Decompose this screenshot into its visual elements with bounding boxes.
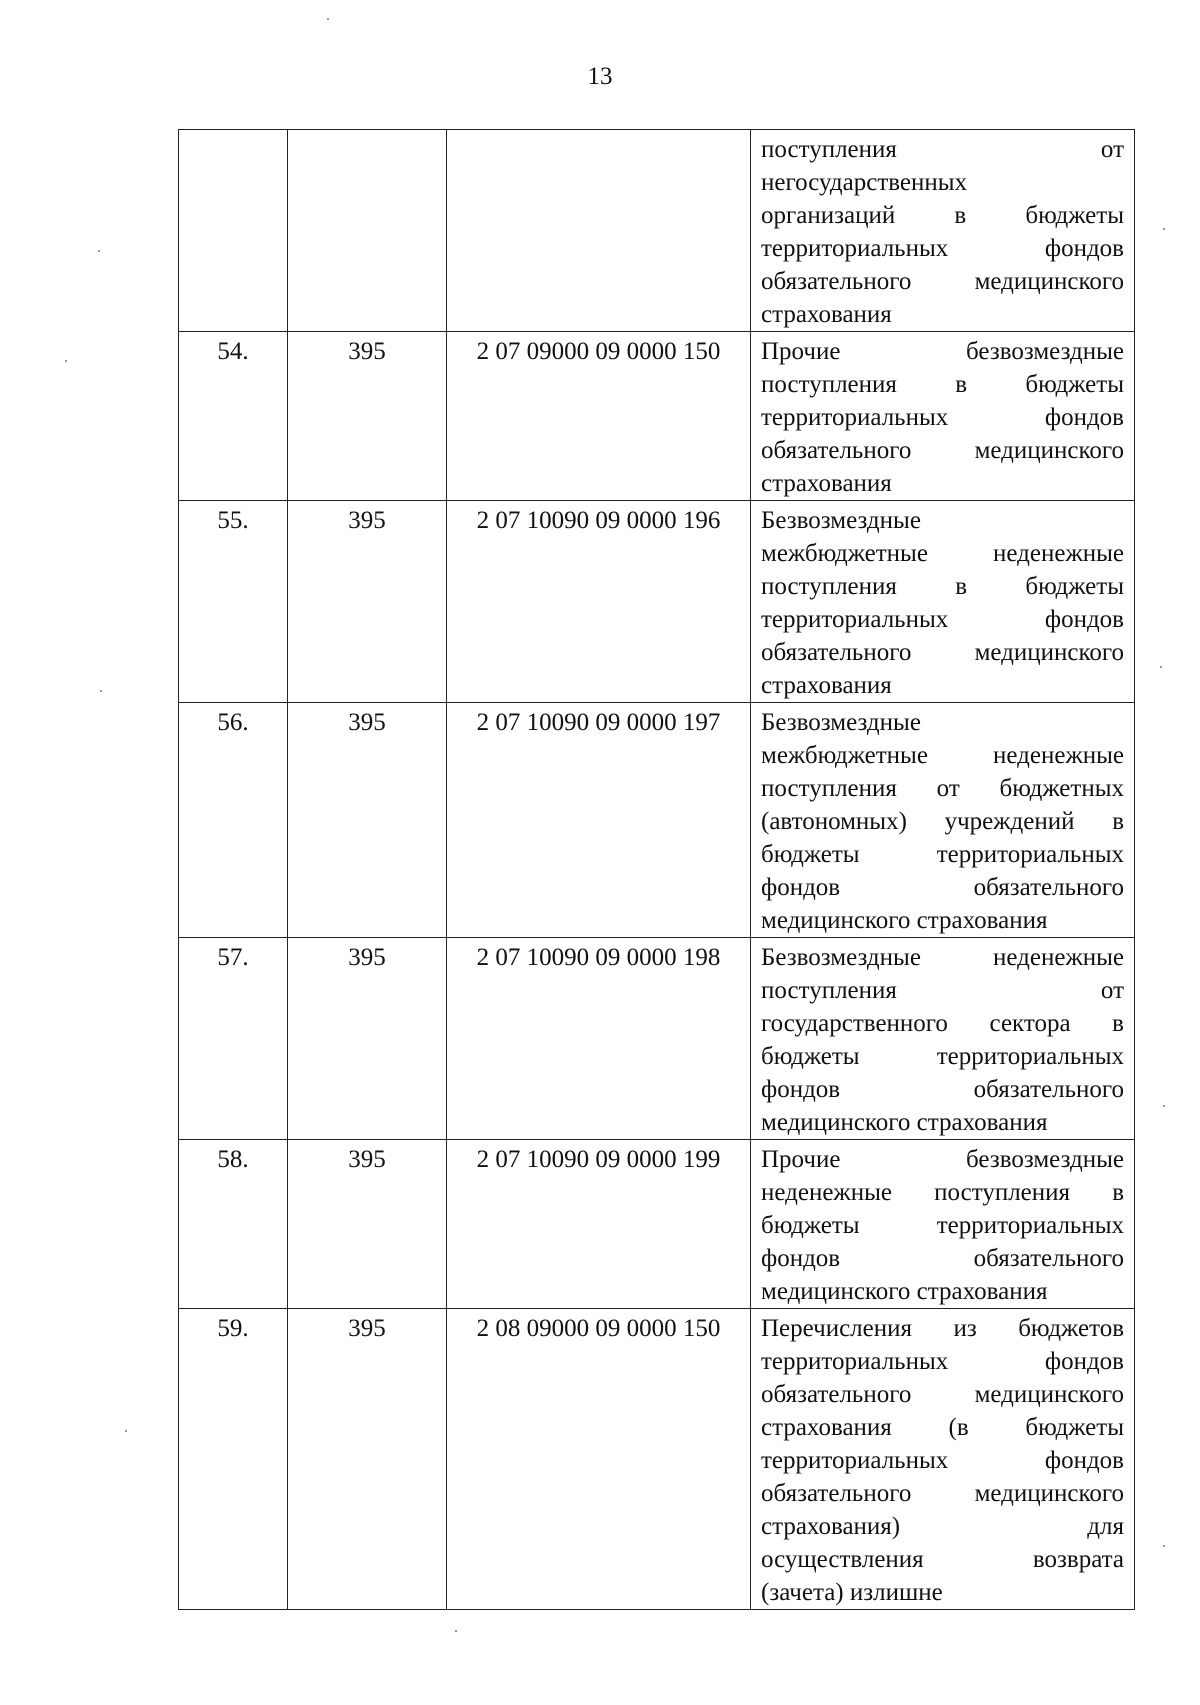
income-name-line: (автономных) учреждений в	[761, 808, 1124, 835]
income-name-line: фондов обязательного	[761, 1076, 1124, 1103]
income-name-line: бюджеты территориальных	[761, 841, 1124, 868]
budget-code-cell: 2 07 10090 09 0000 197	[447, 703, 751, 938]
income-name-line: территориальных фондов	[761, 606, 1124, 633]
income-name-cell	[751, 130, 1135, 332]
income-name-line: Безвозмездные неденежные	[761, 944, 1124, 971]
income-name-cell	[751, 938, 1135, 1140]
scan-speck	[1163, 228, 1165, 230]
income-name-line: осуществления возврата	[761, 1546, 1124, 1573]
admin-code-cell: 395	[288, 501, 447, 703]
budget-code-cell	[447, 130, 751, 332]
data-table	[178, 129, 1135, 1610]
scan-speck	[455, 1630, 457, 1632]
admin-code-cell: 395	[288, 1309, 447, 1610]
income-name-line: страхования	[761, 470, 892, 497]
income-name-line: негосударственных	[761, 169, 968, 196]
admin-code-cell: 395	[288, 703, 447, 938]
income-name-line: страхования	[761, 301, 892, 328]
row-number-cell: 56.	[179, 703, 288, 938]
budget-classification-table	[178, 129, 1135, 1610]
scan-speck	[1163, 1545, 1165, 1547]
page-number: 13	[587, 63, 613, 90]
table-row	[179, 938, 1135, 1140]
admin-code-cell: 395	[288, 938, 447, 1140]
income-name-cell	[751, 1140, 1135, 1309]
scan-speck	[65, 360, 67, 362]
income-name-line: Прочие безвозмездные	[761, 338, 1124, 365]
row-number-cell	[179, 130, 288, 332]
income-name-line: поступления от	[761, 977, 1124, 1004]
income-name-line: Прочие безвозмездные	[761, 1146, 1124, 1173]
row-number-cell: 57.	[179, 938, 288, 1140]
income-name-line: обязательного медицинского	[761, 437, 1124, 464]
budget-code-cell: 2 07 09000 09 0000 150	[447, 332, 751, 501]
income-name-line: фондов обязательного	[761, 1245, 1124, 1272]
income-name-line: поступления от	[761, 136, 1124, 163]
income-name-line: Перечисления из бюджетов	[761, 1315, 1124, 1342]
income-name-line: обязательного медицинского	[761, 268, 1124, 295]
income-name-line: межбюджетные неденежные	[761, 540, 1124, 567]
income-name-line: фондов обязательного	[761, 874, 1124, 901]
income-name-line: медицинского страхования	[761, 1278, 1048, 1305]
budget-code-cell: 2 07 10090 09 0000 199	[447, 1140, 751, 1309]
income-name-line: бюджеты территориальных	[761, 1043, 1124, 1070]
scan-speck	[1163, 1105, 1165, 1107]
table-row	[179, 501, 1135, 703]
scan-speck	[125, 1430, 127, 1432]
row-number-cell: 58.	[179, 1140, 288, 1309]
income-name-line: территориальных фондов	[761, 404, 1124, 431]
scan-speck	[327, 18, 329, 20]
table-row	[179, 130, 1135, 332]
scan-speck	[98, 250, 100, 252]
income-name-line: обязательного медицинского	[761, 639, 1124, 666]
income-name-line: территориальных фондов	[761, 1348, 1124, 1375]
admin-code-cell: 395	[288, 1140, 447, 1309]
income-name-line: поступления в бюджеты	[761, 573, 1124, 600]
income-name-line: территориальных фондов	[761, 1447, 1124, 1474]
budget-code-cell: 2 07 10090 09 0000 198	[447, 938, 751, 1140]
admin-code-cell: 395	[288, 332, 447, 501]
income-name-line: неденежные поступления в	[761, 1179, 1124, 1206]
budget-code-cell: 2 08 09000 09 0000 150	[447, 1309, 751, 1610]
income-name-line: межбюджетные неденежные	[761, 742, 1124, 769]
income-name-line: поступления от бюджетных	[761, 775, 1124, 802]
income-name-line: обязательного медицинского	[761, 1480, 1124, 1507]
income-name-line: поступления в бюджеты	[761, 371, 1124, 398]
income-name-line: территориальных фондов	[761, 235, 1124, 262]
income-name-cell	[751, 703, 1135, 938]
income-name-line: страхования) для	[761, 1513, 1124, 1540]
income-name-line: Безвозмездные	[761, 507, 921, 534]
table-body	[179, 130, 1135, 1610]
income-name-line: медицинского страхования	[761, 907, 1048, 934]
row-number-cell: 55.	[179, 501, 288, 703]
income-name-line: страхования (в бюджеты	[761, 1414, 1124, 1441]
table-row	[179, 1140, 1135, 1309]
income-name-line: медицинского страхования	[761, 1109, 1048, 1136]
income-name-line: организаций в бюджеты	[761, 202, 1124, 229]
table-row	[179, 1309, 1135, 1610]
income-name-line: страхования	[761, 672, 892, 699]
scan-speck	[1160, 666, 1162, 668]
row-number-cell: 59.	[179, 1309, 288, 1610]
budget-code-cell: 2 07 10090 09 0000 196	[447, 501, 751, 703]
admin-code-cell	[288, 130, 447, 332]
row-number-cell: 54.	[179, 332, 288, 501]
income-name-cell	[751, 1309, 1135, 1610]
income-name-line: (зачета) излишне	[761, 1579, 943, 1606]
income-name-cell	[751, 332, 1135, 501]
scan-speck	[100, 690, 102, 692]
income-name-line: обязательного медицинского	[761, 1381, 1124, 1408]
income-name-line: государственного сектора в	[761, 1010, 1124, 1037]
income-name-line: бюджеты территориальных	[761, 1212, 1124, 1239]
income-name-line: Безвозмездные	[761, 709, 921, 736]
table-row	[179, 332, 1135, 501]
income-name-cell	[751, 501, 1135, 703]
table-row	[179, 703, 1135, 938]
